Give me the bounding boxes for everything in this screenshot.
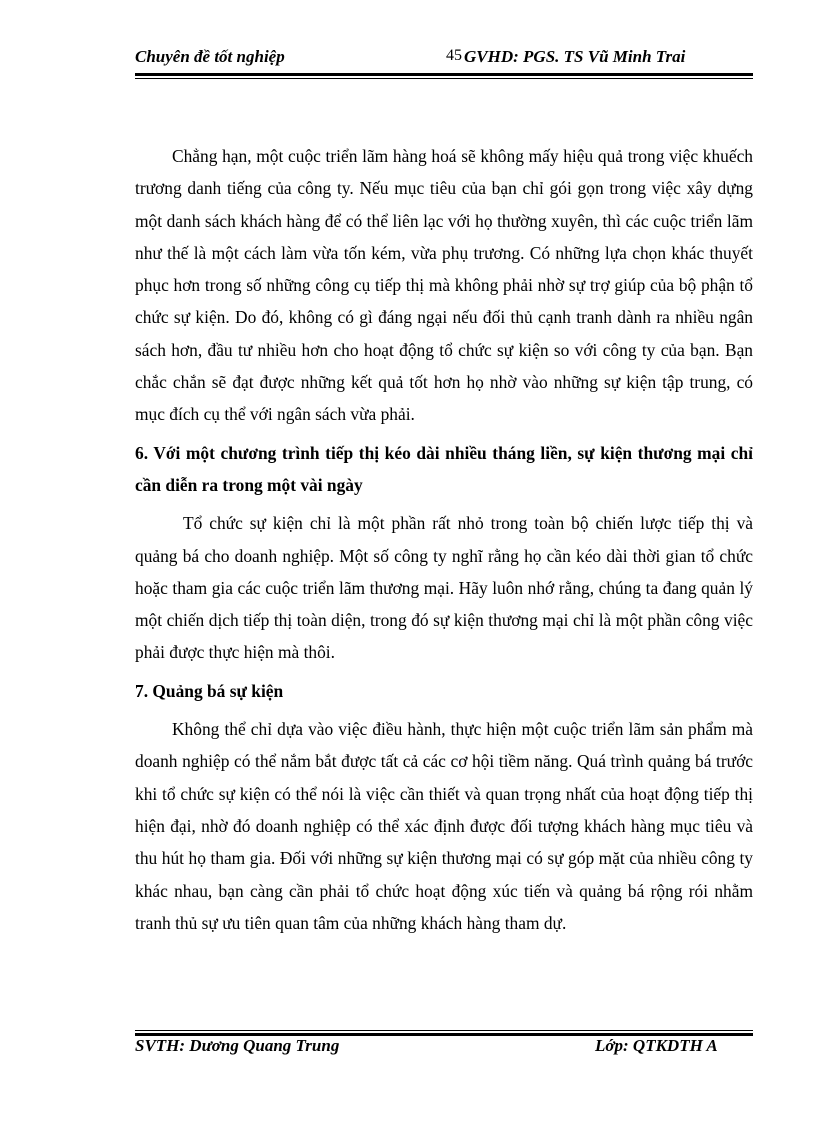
footer-rule-thin bbox=[135, 1030, 753, 1031]
footer-class: Lớp: QTKDTH A bbox=[595, 1036, 718, 1055]
page-number: 45 bbox=[446, 47, 462, 64]
header-rule-thick bbox=[135, 73, 753, 76]
header-supervisor: GVHD: PGS. TS Vũ Minh Trai bbox=[464, 47, 686, 66]
header-rule-thin bbox=[135, 78, 753, 79]
page-header bbox=[135, 47, 753, 73]
page-footer bbox=[135, 1036, 753, 1060]
footer-student: SVTH: Dương Quang Trung bbox=[135, 1036, 340, 1055]
paragraph-2: Tổ chức sự kiện chỉ là một phần rất nhỏ trong toàn bộ chiến lược tiếp thị và quảng bá cho doanh nghiệp. Một số công ty nghĩ rằng họ cần kéo dài thời gian tổ chức hoặc tham gia các cuộc triển lãm thương mại. Hãy luôn nhớ rằng, chúng ta đang quản lý một chiến dịch tiếp thị toàn diện, trong đó sự kiện thương mại chỉ là một phần công việc phải được thực hiện mà thôi. bbox=[135, 513, 753, 663]
paragraph-3: Không thể chỉ dựa vào việc điều hành, thực hiện một cuộc triển lãm sản phẩm mà doanh nghiệp có thể nắm bắt được tất cả các cơ hội tiềm năng. Quá trình quảng bá trước khi tổ chức sự kiện có thể nói là việc cần thiết và quan trọng nhất của hoạt động tiếp thị hiện đại, nhờ đó doanh nghiệp có thể xác định được đối tượng khách hàng mục tiêu và thu hút họ tham gia. Đối với những sự kiện thương mại có sự góp mặt của nhiều công ty khác nhau, bạn càng cần phải tổ chức hoạt động xúc tiến và quảng bá rộng rói nhằm tranh thủ sự ưu tiên quan tâm của những khách hàng tham dự. bbox=[135, 719, 753, 933]
page-body bbox=[135, 140, 753, 939]
paragraph-1: Chẳng hạn, một cuộc triển lãm hàng hoá sẽ không mấy hiệu quả trong việc khuếch trương danh tiếng của công ty. Nếu mục tiêu của bạn chỉ gói gọn trong việc xây dựng một danh sách khách hàng để có thể liên lạc với họ thường xuyên, thì các cuộc triển lãm như thế là một cách làm vừa tốn kém, vừa phụ trương. Có những lựa chọn khác thuyết phục hơn trong số những công cụ tiếp thị mà không phải nhờ sự trợ giúp của bộ phận tổ chức sự kiện. Do đó, không có gì đáng ngại nếu đối thủ cạnh tranh dành ra nhiều ngân sách hơn, đầu tư nhiều hơn cho hoạt động tổ chức sự kiện so với công ty của bạn. Bạn chắc chắn sẽ đạt được những kết quả tốt hơn họ nhờ vào những sự kiện tập trung, có mục đích cụ thể với ngân sách vừa phải. bbox=[135, 146, 753, 425]
section-heading-7: 7. Quảng bá sự kiện bbox=[135, 680, 284, 701]
header-title: Chuyên đề tốt nghiệp bbox=[135, 47, 285, 66]
section-heading-6: 6. Với một chương trình tiếp thị kéo dài nhiều tháng liền, sự kiện thương mại chỉ cần diễn ra trong một vài ngày bbox=[135, 442, 753, 495]
